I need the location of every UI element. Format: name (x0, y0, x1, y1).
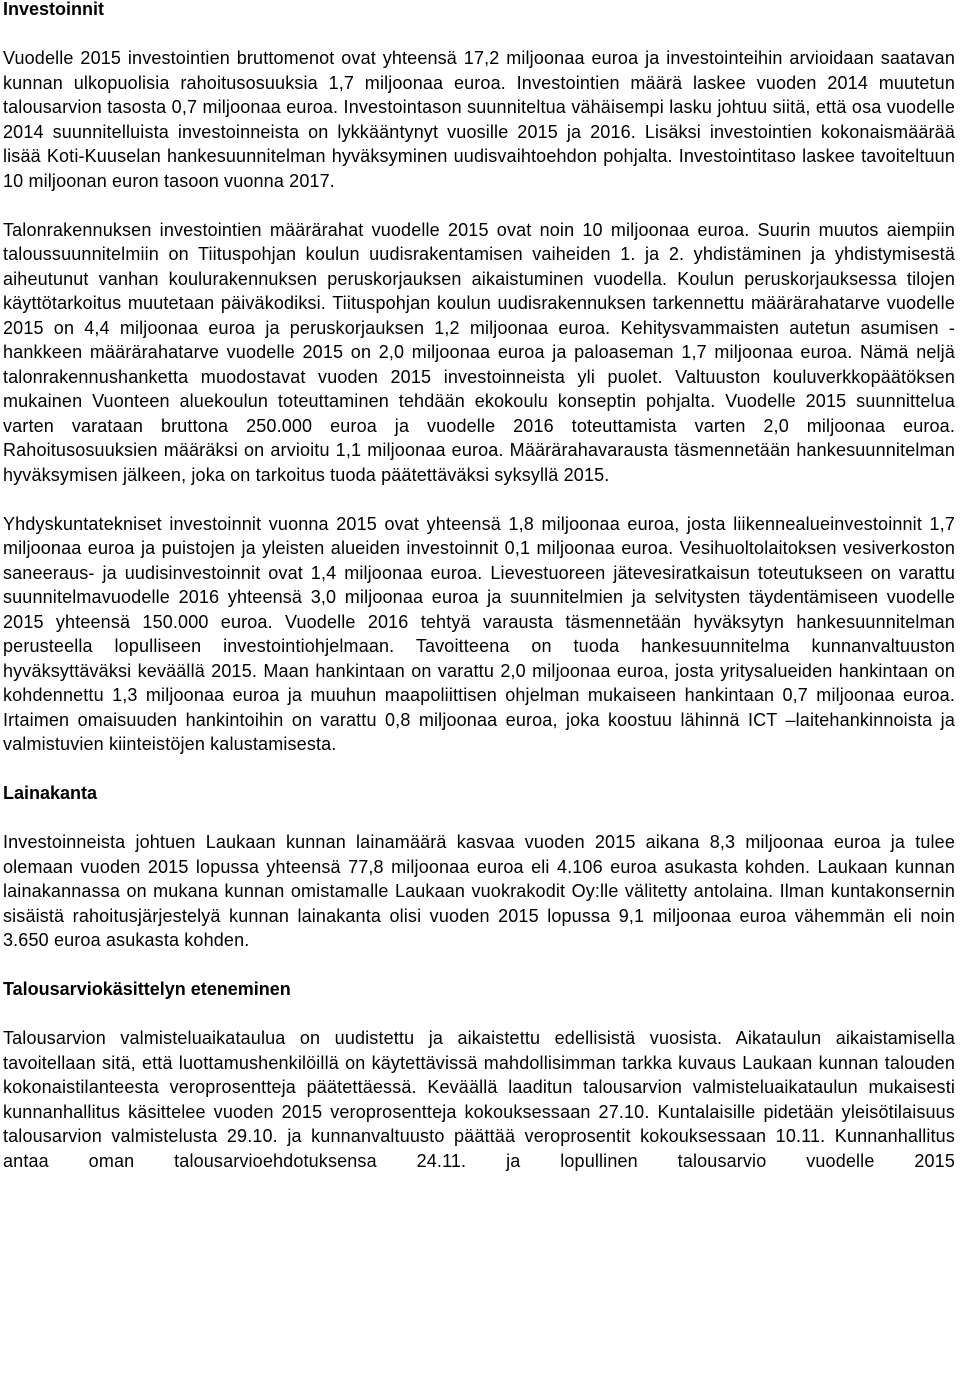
section-heading: Lainakanta (3, 783, 98, 803)
section-heading: Talousarviokäsittelyn eteneminen (3, 979, 291, 999)
paragraph: Yhdyskuntatekniset investoinnit vuonna 2015 ovat yhteensä 1,8 miljoonaa euroa, josta liikennealueinvestoinnit 1,7 miljoonaa euroa ja puistojen ja yleisten alueiden investoinnit 0,1 miljoonaa euroa. Vesihuoltolaitoksen vesiverkoston saneeraus- ja uudisinvestoinnit ovat 1,4 miljoonaa euroa. Lievestuoreen jätevesiratkaisun toteutukseen on varattu suunnitelmavuodelle 2016 yhteensä 3,0 miljoonaa euroa ja suunnitelmien ja selvitysten täydentämiseen vuodelle 2015 yhteensä 150.000 euroa. Vuodelle 2016 tehtyä varausta täsmennetään hyväksytyn hankesuunnitelman perusteella lopulliseen investointiohjelmaan. Tavoitteena on tuoda hankesuunnitelma kunnanvaltuuston hyväksyttäväksi keväällä 2015. Maan hankintaan on varattu 2,0 miljoonaa euroa, josta yritysalueiden hankintaan on kohdennettu 1,3 miljoonaa euroa ja muuhun maapoliittisen ohjelman mukaiseen hankintaan 0,7 miljoonaa euroa. Irtaimen omaisuuden hankintoihin on varattu 0,8 miljoonaa euroa, joka koostuu lähinnä ICT –laitehankinnoista ja valmistuvien kiinteistöjen kalustamisesta. (3, 513, 955, 754)
spacer (3, 193, 955, 218)
paragraph: Talousarvion valmisteluaikataulua on uudistettu ja aikaistettu edellisistä vuosista. Aikataulun aikaistamisella tavoitellaan sitä, että luottamushenkilöillä on käytettävissä mahdollisimman tarkka kuvaus Laukaan kunnan talouden kokonaistilanteesta veroprosentteja päätettäessä. Keväällä laaditun talousarvion valmisteluaikataulun mukaisesti kunnanhallitus käsittelee vuoden 2015 veroprosentteja kokouksessaan 27.10. Kuntalaisille pidetään yleisötilaisuus talousarvion valmistelusta 29.10. ja kunnanvaltuusto päättää veroprosentit kokouksessaan 10.11. Kunnanhallitus antaa oman talousarvioehdotuksensa 24.11. ja lopullinen talousarvio vuodelle 2015 (3, 1028, 955, 1171)
paragraph: Vuodelle 2015 investointien bruttomenot ovat yhteensä 17,2 miljoonaa euroa ja investointeihin arvioidaan saatavan kunnan ulkopuolisia rahoitusosuuksia 1,7 miljoonaa euroa. Investointien määrä laskee vuoden 2014 muutetun talousarvion tasosta 0,7 miljoonaa euroa. Investointason suunniteltua vähäisempi lasku johtuu siitä, että osa vuodelle 2014 suunnitelluista investoinneista on lykkääntynyt vuosille 2015 ja 2016. Lisäksi investointien kokonaismäärää lisää Koti-Kuuselan hankesuunnitelman hyväksyminen uudisvaihtoehdon pohjalta. Investointitaso laskee tavoiteltuun 10 miljoonan euron tasoon vuonna 2017. (3, 48, 955, 191)
paragraph: Talonrakennuksen investointien määrärahat vuodelle 2015 ovat noin 10 miljoonaa euroa. Suurin muutos aiempiin taloussuunnitelmiin on Tiituspohjan koulun uudisrakentamisen vaiheiden 1. ja 2. yhdistäminen ja yhdistymisestä aiheutunut vanhan koulurakennuksen peruskorjauksen aikaistuminen vuodella. Koulun peruskorjauksessa tilojen käyttötarkoitus muutetaan päiväkodiksi. Tiituspohjan koulun uudisrakennuksen tarkennettu määrärahatarve vuodelle 2015 on 4,4 miljoonaa euroa ja peruskorjauksen 1,2 miljoonaa euroa. Kehitysvammaisten autetun asumisen -hankkeen määrärahatarve vuodelle 2015 on 2,0 miljoonaa euroa ja paloaseman 1,7 miljoonaa euroa. Nämä neljä talonrakennushanketta muodostavat vuoden 2015 investoinneista yli puolet. Valtuuston kouluverkkopäätöksen mukainen Vuonteen aluekoulun toteuttaminen tehdään ekokoulu konseptin pohjalta. Vuodelle 2015 suunnittelua varten varataan bruttona 250.000 euroa ja vuodelle 2016 toteuttamista varten 2,0 miljoonaa euroa. Rahoitusosuuksien määräksi on arvioitu 1,1 miljoonaa euroa. Määrärahavarausta täsmennetään hankesuunnitelman hyväksymisen jälkeen, joka on tarkoitus tuoda päätettäväksi syksyllä 2015. (3, 219, 955, 485)
spacer (3, 806, 955, 831)
spacer (3, 953, 955, 978)
paragraph: Investoinneista johtuen Laukaan kunnan lainamäärä kasvaa vuoden 2015 aikana 8,3 miljoonaa euroa ja tulee olemaan vuoden 2015 lopussa yhteensä 77,8 miljoonaa euroa eli 4.106 euroa asukasta kohden. Laukaan kunnan lainakannassa on mukana kunnan omistamalle Laukaan vuokrakodit Oy:lle välitetty antolaina. Ilman kuntakonsernin sisäistä rahoitusjärjestelyä kunnan lainakanta olisi vuoden 2015 lopussa 9,1 miljoonaa euroa vähemmän eli noin 3.650 euroa asukasta kohden. (3, 832, 955, 950)
spacer (3, 487, 955, 512)
section-lainakanta (3, 781, 955, 953)
section-investoinnit (3, 0, 955, 757)
spacer (3, 757, 955, 782)
spacer (3, 1002, 955, 1027)
section-talousarviokasittely (3, 977, 955, 1173)
section-heading: Investoinnit (3, 0, 105, 19)
spacer (3, 22, 955, 47)
